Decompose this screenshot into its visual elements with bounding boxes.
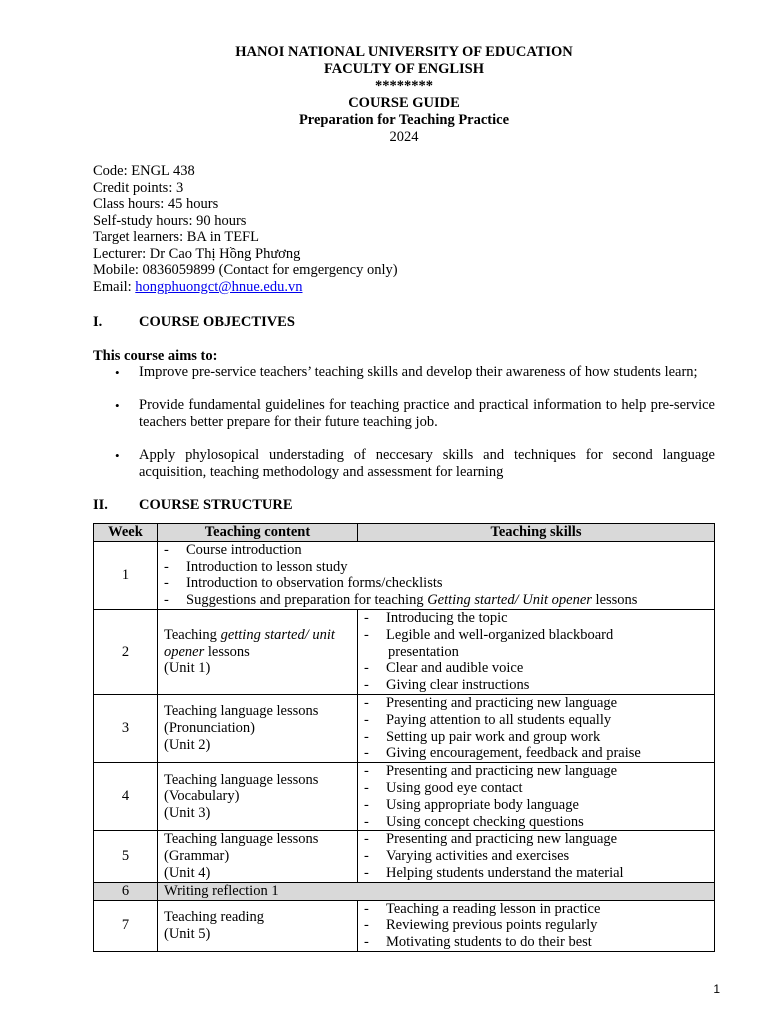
skill-item [364, 712, 708, 729]
list-item [164, 592, 708, 609]
table-row [94, 831, 715, 882]
skill-item [364, 814, 708, 831]
dash: - [364, 677, 369, 694]
skill-item [364, 677, 708, 694]
skill-item [364, 610, 708, 627]
course-title: Preparation for Teaching Practice [298, 112, 510, 128]
skill-item [364, 901, 708, 918]
item-text: Course introduction [186, 541, 302, 558]
dash: - [364, 796, 369, 813]
content-line: (Pronunciation) [164, 720, 256, 737]
item-text: Introduction to lesson study [186, 558, 348, 575]
skill-text: Teaching a reading lesson in practice [386, 900, 601, 917]
skill-text: Giving clear instructions [386, 677, 530, 694]
section-title: COURSE STRUCTURE [139, 497, 293, 513]
skill-text: Motivating students to do their best [386, 934, 592, 951]
content-line: (Grammar) [164, 848, 230, 865]
course-info [93, 163, 715, 295]
dash: - [364, 763, 369, 780]
section-heading-structure [93, 497, 715, 514]
skill-text: Presenting and practicing new language [386, 831, 618, 848]
content-line: (Unit 1) [164, 660, 211, 677]
skills-cell [358, 831, 715, 882]
content-cell [158, 831, 358, 882]
dash: - [364, 813, 369, 830]
aim-text: Provide fundamental guidelines for teaching practice and practical information to help pre-service teachers better prepare for their future teaching job. [139, 397, 715, 430]
dash: - [364, 660, 369, 677]
skill-item [364, 917, 708, 934]
dash: - [364, 917, 369, 934]
table-row [94, 694, 715, 762]
lecturer: Lecturer: Dr Cao Thị Hồng Phương [93, 245, 301, 262]
content-line: (Unit 5) [164, 925, 211, 942]
skill-text: Giving encouragement, feedback and praise [386, 745, 641, 762]
dash: - [364, 626, 369, 643]
skills-cell [358, 694, 715, 762]
skill-item [364, 763, 708, 780]
bullet-icon: • [115, 398, 120, 413]
item-text: lessons [591, 592, 638, 609]
target-learners: Target learners: BA in TEFL [93, 229, 259, 245]
week-cell: 7 [94, 900, 158, 951]
page-number: 1 [713, 982, 720, 996]
table-row-reflection [94, 882, 715, 900]
header-stars: ******** [375, 78, 433, 94]
content-line: Teaching reading [164, 908, 265, 925]
content-line: (Vocabulary) [164, 788, 240, 805]
content-cell: Writing reflection 1 [158, 882, 715, 900]
email-line [93, 279, 715, 296]
header-content: Teaching content [158, 524, 358, 542]
skill-text: Using good eye contact [386, 779, 523, 796]
skill-item [364, 831, 708, 848]
content-line: (Unit 2) [164, 736, 211, 753]
course-year: 2024 [389, 129, 419, 145]
skill-text: Presenting and practicing new language [386, 694, 618, 711]
content-line: Teaching language lessons [164, 831, 319, 848]
skill-text: Legible and well-organized blackboard [386, 626, 614, 643]
section-number: I. [93, 314, 103, 330]
week-cell: 3 [94, 694, 158, 762]
dash: - [364, 694, 369, 711]
week-cell: 6 [94, 882, 158, 900]
week-cell: 1 [94, 541, 158, 609]
skill-text: Introducing the topic [386, 609, 508, 626]
skill-item [364, 745, 708, 762]
dash: - [364, 711, 369, 728]
content-cell [158, 900, 358, 951]
skill-text: Helping students understand the material [386, 864, 624, 881]
course-code: Code: ENGL 438 [93, 163, 195, 179]
week-cell: 2 [94, 609, 158, 694]
week-cell: 5 [94, 831, 158, 882]
skill-text: Setting up pair work and group work [386, 728, 601, 745]
section-number: II. [93, 497, 108, 513]
content-cell [158, 541, 715, 609]
skill-item [364, 695, 708, 712]
university-name: HANOI NATIONAL UNIVERSITY OF EDUCATION [235, 44, 573, 60]
dash: - [364, 900, 369, 917]
skill-item [364, 780, 708, 797]
table-row [94, 763, 715, 831]
aim-text: Improve pre-service teachers’ teaching skills and develop their awareness of how students learn; [139, 364, 698, 380]
dash: - [364, 745, 369, 762]
table-header-row [94, 524, 715, 542]
skill-text: Presenting and practicing new language [386, 763, 618, 780]
content-line: Teaching language lessons [164, 703, 319, 720]
week-cell: 4 [94, 763, 158, 831]
header-week: Week [94, 524, 158, 542]
content-text-italic: getting started/ unit opener [164, 626, 335, 660]
item-text: Suggestions and preparation for teaching [186, 592, 428, 609]
skills-cell [358, 609, 715, 694]
credit-points: Credit points: 3 [93, 179, 184, 196]
skill-text: Varying activities and exercises [386, 848, 570, 865]
dash: - [364, 728, 369, 745]
content-cell [158, 763, 358, 831]
aims-title: This course aims to: [93, 348, 218, 364]
skill-item [364, 865, 708, 882]
aim-text: Apply phylosopical understading of neccesary skills and techniques for second language acquisition, teaching methodology and assessment for learning [139, 447, 715, 480]
content-cell [158, 694, 358, 762]
dash: - [364, 779, 369, 796]
dash: - [164, 592, 169, 609]
skill-item-continued [364, 644, 708, 661]
header-skills: Teaching skills [358, 524, 715, 542]
dash: - [364, 934, 369, 951]
skills-cell [358, 763, 715, 831]
skill-text: Reviewing previous points regularly [386, 917, 598, 934]
skill-item [364, 934, 708, 951]
skill-item [364, 627, 708, 644]
dash: - [364, 864, 369, 881]
table-row [94, 541, 715, 609]
skill-item [364, 660, 708, 677]
dash: - [364, 609, 369, 626]
list-item [164, 575, 708, 592]
content-line: (Unit 4) [164, 864, 211, 881]
document-header [93, 44, 715, 146]
doc-type: COURSE GUIDE [348, 95, 460, 111]
skill-text: presentation [388, 643, 459, 660]
class-hours: Class hours: 45 hours [93, 196, 219, 212]
skill-item [364, 797, 708, 814]
content-cell [158, 609, 358, 694]
skill-text: Clear and audible voice [386, 660, 524, 677]
email-link[interactable]: hongphuongct@hnue.edu.vn [135, 278, 303, 295]
dash: - [364, 831, 369, 848]
email-label: Email: [93, 278, 136, 295]
skill-text: Using concept checking questions [386, 813, 584, 830]
table-row [94, 900, 715, 951]
dash: - [164, 558, 169, 575]
content-line: Teaching language lessons [164, 771, 319, 788]
content-text: Teaching [164, 626, 221, 643]
section-heading-objectives [93, 314, 715, 331]
dash: - [164, 541, 169, 558]
content-line [164, 627, 351, 661]
skill-item [364, 848, 708, 865]
bullet-icon: • [115, 448, 120, 463]
aim-item [93, 397, 715, 431]
table-row [94, 609, 715, 694]
aim-item [93, 447, 715, 481]
mobile: Mobile: 0836059899 (Contact for emgergency only) [93, 262, 398, 278]
skill-text: Using appropriate body language [386, 796, 579, 813]
aim-item [93, 364, 715, 381]
self-study-hours: Self-study hours: 90 hours [93, 212, 247, 229]
skill-text: Paying attention to all students equally [386, 711, 612, 728]
aims-list [93, 364, 715, 481]
item-text: Introduction to observation forms/checklists [186, 575, 443, 592]
course-structure-table [93, 523, 715, 952]
item-text-italic: Getting started/ Unit opener [427, 592, 592, 609]
bullet-icon: • [115, 365, 120, 380]
content-text: lessons [204, 643, 250, 660]
content-line: (Unit 3) [164, 805, 211, 822]
list-item [164, 559, 708, 576]
list-item [164, 542, 708, 559]
section-title: COURSE OBJECTIVES [139, 314, 295, 330]
skills-cell [358, 900, 715, 951]
document-page [93, 44, 715, 952]
dash: - [164, 575, 169, 592]
faculty-name: FACULTY OF ENGLISH [323, 61, 485, 77]
skill-item [364, 729, 708, 746]
dash: - [364, 848, 369, 865]
